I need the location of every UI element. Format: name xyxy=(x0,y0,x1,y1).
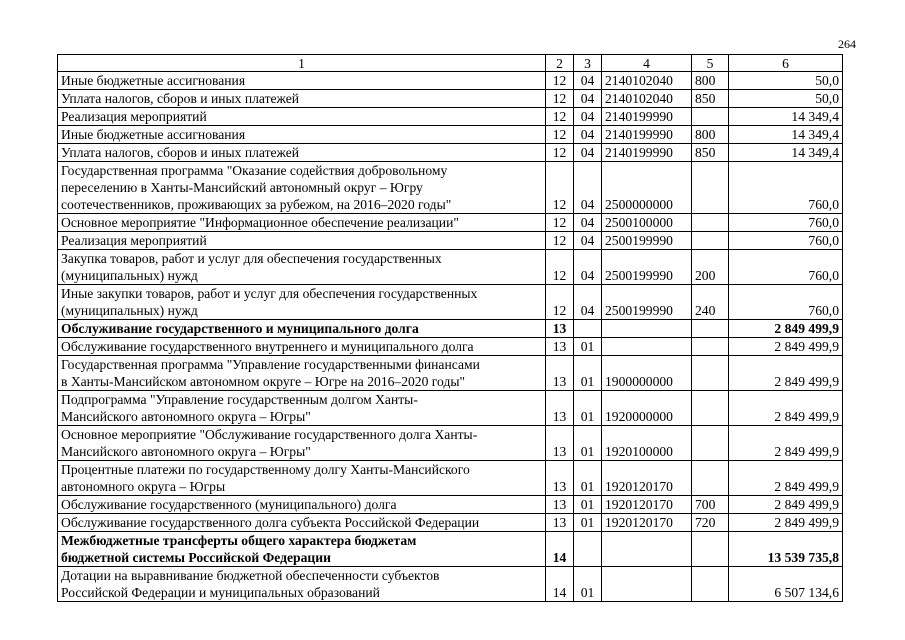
budget-table xyxy=(57,54,843,602)
row-name-line: Государственная программа "Управление государственными финансами xyxy=(61,357,480,372)
row-subsection: 01 xyxy=(574,426,602,461)
row-expense-type xyxy=(692,461,729,496)
row-expense-type xyxy=(692,338,729,356)
row-section: 13 xyxy=(546,461,574,496)
row-name-line: переселению в Ханты-Мансийский автономный округ – Югру xyxy=(61,180,423,195)
row-subsection: 01 xyxy=(574,356,602,391)
table-row xyxy=(58,72,843,90)
row-name-line: Закупка товаров, работ и услуг для обеспечения государственных xyxy=(61,251,442,266)
row-target-code: 2140199990 xyxy=(602,144,692,162)
header-col-2: 2 xyxy=(546,55,574,72)
row-name: Иные бюджетные ассигнования xyxy=(58,72,546,90)
row-name-line: (муниципальных) нужд xyxy=(61,303,198,318)
row-section: 12 xyxy=(546,108,574,126)
row-expense-type: 200 xyxy=(692,250,729,285)
row-expense-type: 800 xyxy=(692,72,729,90)
row-section: 12 xyxy=(546,144,574,162)
row-name-line: Дотации на выравнивание бюджетной обеспеченности субъектов xyxy=(61,568,440,583)
row-target-code xyxy=(602,338,692,356)
row-name: Уплата налогов, сборов и иных платежей xyxy=(58,144,546,162)
table-row xyxy=(58,285,843,320)
row-amount: 760,0 xyxy=(729,285,843,320)
row-subsection xyxy=(574,532,602,567)
table-row xyxy=(58,232,843,250)
row-amount: 6 507 134,6 xyxy=(729,567,843,602)
row-section: 12 xyxy=(546,90,574,108)
row-name xyxy=(58,162,546,214)
row-name: Обслуживание государственного внутреннего и муниципального долга xyxy=(58,338,546,356)
table-body xyxy=(58,55,843,602)
row-subsection: 04 xyxy=(574,108,602,126)
table-row xyxy=(58,532,843,567)
row-name-line: автономного округа – Югры xyxy=(61,479,226,494)
row-section: 13 xyxy=(546,496,574,514)
row-expense-type: 240 xyxy=(692,285,729,320)
table-row xyxy=(58,162,843,214)
row-name xyxy=(58,285,546,320)
row-name: Обслуживание государственного (муниципального) долга xyxy=(58,496,546,514)
row-amount: 2 849 499,9 xyxy=(729,391,843,426)
row-target-code: 1900000000 xyxy=(602,356,692,391)
row-section: 13 xyxy=(546,391,574,426)
row-name-line: Мансийского автономного округа – Югры" xyxy=(61,409,311,424)
row-section: 12 xyxy=(546,162,574,214)
row-target-code: 1920000000 xyxy=(602,391,692,426)
row-amount: 760,0 xyxy=(729,232,843,250)
row-name-line: Процентные платежи по государственному долгу Ханты-Мансийского xyxy=(61,462,470,477)
row-subsection: 04 xyxy=(574,285,602,320)
row-target-code: 2500100000 xyxy=(602,214,692,232)
row-amount: 2 849 499,9 xyxy=(729,356,843,391)
table-row xyxy=(58,126,843,144)
row-name-line: Межбюджетные трансферты общего характера бюджетам xyxy=(61,533,417,548)
page-number: 264 xyxy=(838,37,856,51)
row-name-line: Иные закупки товаров, работ и услуг для обеспечения государственных xyxy=(61,286,478,301)
row-section: 13 xyxy=(546,320,574,338)
row-subsection: 04 xyxy=(574,250,602,285)
table-row xyxy=(58,108,843,126)
row-name: Основное мероприятие "Информационное обеспечение реализации" xyxy=(58,214,546,232)
row-amount: 760,0 xyxy=(729,214,843,232)
header-col-5: 5 xyxy=(692,55,729,72)
row-section: 12 xyxy=(546,285,574,320)
table-header-row xyxy=(58,55,843,72)
row-name-line: бюджетной системы Российской Федерации xyxy=(61,550,331,565)
row-expense-type xyxy=(692,320,729,338)
row-target-code: 2500199990 xyxy=(602,232,692,250)
row-amount: 50,0 xyxy=(729,72,843,90)
row-expense-type xyxy=(692,214,729,232)
row-amount: 2 849 499,9 xyxy=(729,496,843,514)
table-row xyxy=(58,338,843,356)
row-name: Обслуживание государственного долга субъекта Российской Федерации xyxy=(58,514,546,532)
row-expense-type xyxy=(692,162,729,214)
row-expense-type xyxy=(692,426,729,461)
table-row xyxy=(58,514,843,532)
table-row xyxy=(58,214,843,232)
row-expense-type: 850 xyxy=(692,90,729,108)
row-target-code xyxy=(602,567,692,602)
row-expense-type: 800 xyxy=(692,126,729,144)
row-section: 12 xyxy=(546,72,574,90)
row-subsection: 01 xyxy=(574,391,602,426)
row-name-line: Российской Федерации и муниципальных образований xyxy=(61,585,380,600)
row-amount: 2 849 499,9 xyxy=(729,514,843,532)
row-target-code: 2500199990 xyxy=(602,250,692,285)
row-name xyxy=(58,532,546,567)
row-target-code: 1920120170 xyxy=(602,514,692,532)
row-subsection: 04 xyxy=(574,214,602,232)
row-name xyxy=(58,567,546,602)
row-subsection: 04 xyxy=(574,72,602,90)
row-expense-type: 720 xyxy=(692,514,729,532)
row-amount: 14 349,4 xyxy=(729,126,843,144)
row-name xyxy=(58,356,546,391)
row-section: 13 xyxy=(546,338,574,356)
row-target-code: 1920120170 xyxy=(602,461,692,496)
row-subsection: 04 xyxy=(574,232,602,250)
row-target-code: 1920100000 xyxy=(602,426,692,461)
table-row xyxy=(58,250,843,285)
row-name: Обслуживание государственного и муниципального долга xyxy=(58,320,546,338)
row-name: Иные бюджетные ассигнования xyxy=(58,126,546,144)
row-expense-type: 850 xyxy=(692,144,729,162)
row-name xyxy=(58,461,546,496)
row-subsection: 01 xyxy=(574,338,602,356)
row-amount: 760,0 xyxy=(729,250,843,285)
row-name: Реализация мероприятий xyxy=(58,232,546,250)
row-name xyxy=(58,391,546,426)
row-expense-type: 700 xyxy=(692,496,729,514)
table-row xyxy=(58,90,843,108)
row-subsection: 01 xyxy=(574,496,602,514)
table-row xyxy=(58,356,843,391)
table-row xyxy=(58,461,843,496)
header-col-1: 1 xyxy=(58,55,546,72)
row-name-line: Основное мероприятие "Обслуживание государственного долга Ханты- xyxy=(61,427,478,442)
header-col-3: 3 xyxy=(574,55,602,72)
row-target-code xyxy=(602,320,692,338)
row-section: 13 xyxy=(546,426,574,461)
row-amount: 14 349,4 xyxy=(729,144,843,162)
row-amount: 2 849 499,9 xyxy=(729,320,843,338)
row-amount: 50,0 xyxy=(729,90,843,108)
row-section: 12 xyxy=(546,214,574,232)
table-row xyxy=(58,391,843,426)
row-subsection xyxy=(574,320,602,338)
row-section: 14 xyxy=(546,567,574,602)
row-name-line: Государственная программа "Оказание содействия добровольному xyxy=(61,163,448,178)
row-target-code: 2140102040 xyxy=(602,90,692,108)
row-name: Уплата налогов, сборов и иных платежей xyxy=(58,90,546,108)
row-section: 12 xyxy=(546,126,574,144)
header-col-4: 4 xyxy=(602,55,692,72)
row-name: Реализация мероприятий xyxy=(58,108,546,126)
row-target-code: 2500199990 xyxy=(602,285,692,320)
row-target-code xyxy=(602,532,692,567)
row-amount: 2 849 499,9 xyxy=(729,426,843,461)
row-section: 13 xyxy=(546,514,574,532)
row-subsection: 01 xyxy=(574,461,602,496)
row-amount: 2 849 499,9 xyxy=(729,461,843,496)
row-subsection: 04 xyxy=(574,126,602,144)
row-expense-type xyxy=(692,356,729,391)
row-target-code: 2140199990 xyxy=(602,126,692,144)
row-amount: 14 349,4 xyxy=(729,108,843,126)
row-amount: 760,0 xyxy=(729,162,843,214)
row-section: 14 xyxy=(546,532,574,567)
row-expense-type xyxy=(692,391,729,426)
table-row xyxy=(58,567,843,602)
row-subsection: 01 xyxy=(574,567,602,602)
row-amount: 2 849 499,9 xyxy=(729,338,843,356)
row-section: 12 xyxy=(546,250,574,285)
row-target-code: 1920120170 xyxy=(602,496,692,514)
row-name-line: соотечественников, проживающих за рубежом, на 2016–2020 годы" xyxy=(61,197,452,212)
row-subsection: 04 xyxy=(574,90,602,108)
row-amount: 13 539 735,8 xyxy=(729,532,843,567)
table-row xyxy=(58,426,843,461)
row-subsection: 01 xyxy=(574,514,602,532)
row-subsection: 04 xyxy=(574,162,602,214)
row-expense-type xyxy=(692,567,729,602)
header-col-6: 6 xyxy=(729,55,843,72)
row-name xyxy=(58,426,546,461)
row-expense-type xyxy=(692,232,729,250)
row-section: 12 xyxy=(546,232,574,250)
row-expense-type xyxy=(692,532,729,567)
row-name-line: (муниципальных) нужд xyxy=(61,268,198,283)
row-target-code: 2500000000 xyxy=(602,162,692,214)
row-target-code: 2140102040 xyxy=(602,72,692,90)
row-target-code: 2140199990 xyxy=(602,108,692,126)
table-row xyxy=(58,320,843,338)
row-name xyxy=(58,250,546,285)
row-subsection: 04 xyxy=(574,144,602,162)
row-name-line: Мансийского автономного округа – Югры" xyxy=(61,444,311,459)
row-name-line: Подпрограмма "Управление государственным долгом Ханты- xyxy=(61,392,418,407)
row-name-line: в Ханты-Мансийском автономном округе – Югре на 2016–2020 годы" xyxy=(61,374,466,389)
table-row xyxy=(58,144,843,162)
table-row xyxy=(58,496,843,514)
row-section: 13 xyxy=(546,356,574,391)
row-expense-type xyxy=(692,108,729,126)
